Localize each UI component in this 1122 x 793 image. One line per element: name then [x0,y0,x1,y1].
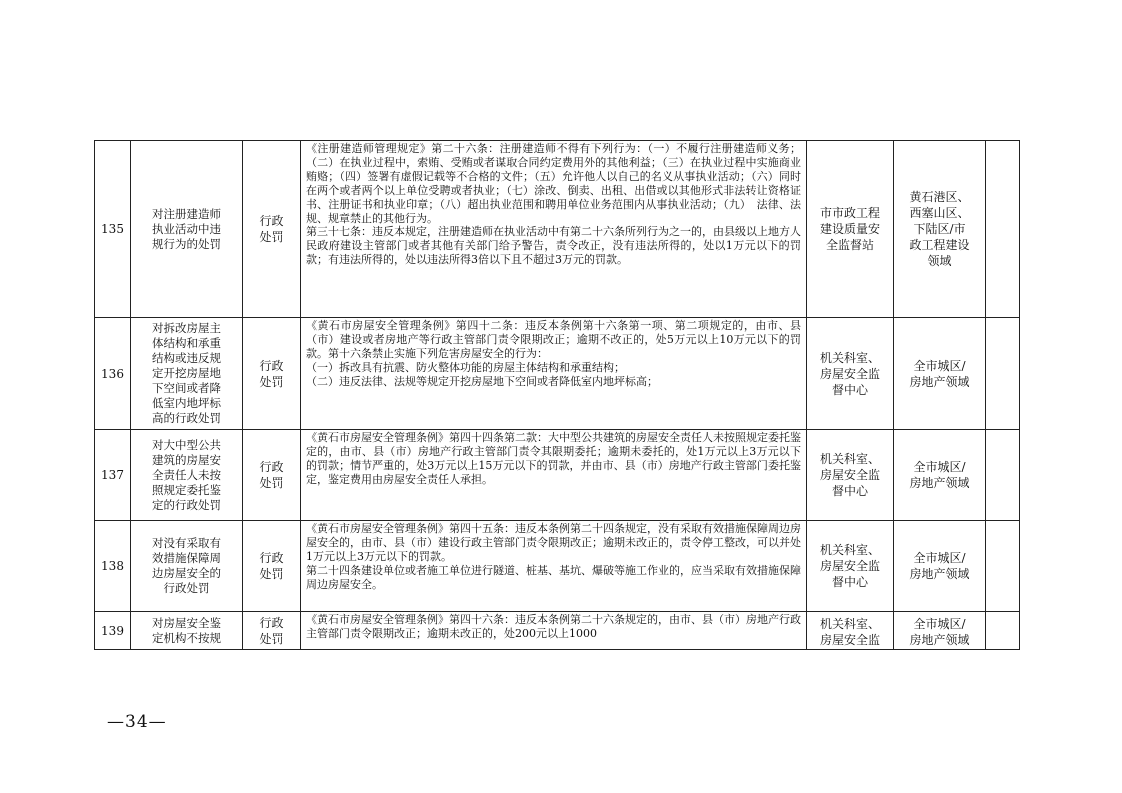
basis-paragraph: 《黄石市房屋安全管理条例》第四十四条第二款：大中型公共建筑的房屋安全责任人未按照规定委托鉴定的，由市、县（市）房地产行政主管部门责令其限期委托；逾期未委托的，处1万元以上3万元以下的罚款；情节严重的，处3万元以上15万元以下的罚款，并由市、县（市）房地产行政主管部门委托鉴定，鉴定费用由房屋安全责任人承担。 [306,431,801,486]
jurisdiction-area: 黄石港区、 西塞山区、 下陆区/市 政工程建设 领域 [894,141,986,318]
jurisdiction-area: 全市城区/ 房地产领域 [894,430,986,521]
item-type: 行政 处罚 [243,430,301,521]
legal-basis [301,141,807,318]
item-type: 行政 处罚 [243,141,301,318]
item-name: 对房屋安全鉴 定机构不按规 [131,612,243,650]
jurisdiction-area: 全市城区/ 房地产领域 [894,521,986,612]
item-name: 对注册建造师 执业活动中违 规行为的处罚 [131,141,243,318]
legal-basis [301,318,807,430]
jurisdiction-area: 全市城区/ 房地产领域 [894,612,986,650]
row-number: 136 [95,318,131,430]
item-type: 行政 处罚 [243,318,301,430]
legal-basis [301,521,807,612]
basis-paragraph: 《黄石市房屋安全管理条例》第四十五条：违反本条例第二十四条规定，没有采取有效措施保障周边房屋安全的，由市、县（市）建设行政主管部门责令限期改正；逾期未改正的，责令停工整改，可以并处1万元以上3万元以下的罚款。 [306,522,801,563]
basis-paragraph: （二）违反法律、法规等规定开挖房屋地下空间或者降低室内地坪标高； [306,374,658,388]
responsible-department: 机关科室、 房屋安全监 [807,612,894,650]
table-row [95,430,1020,521]
table-row [95,318,1020,430]
remarks-cell [986,318,1020,430]
remarks-cell [986,430,1020,521]
item-type: 行政 处罚 [243,521,301,612]
table-row [95,612,1020,650]
jurisdiction-area: 全市城区/ 房地产领域 [894,318,986,430]
row-number: 135 [95,141,131,318]
basis-paragraph: 第二十四条建设单位或者施工单位进行隧道、桩基、基坑、爆破等施工作业的，应当采取有效措施保障周边房屋安全。 [306,563,801,591]
item-name: 对大中型公共 建筑的房屋安 全责任人未按 照规定委托鉴 定的行政处罚 [131,430,243,521]
item-name: 对没有采取有 效措施保障周 边房屋安全的 行政处罚 [131,521,243,612]
responsible-department: 机关科室、 房屋安全监 督中心 [807,318,894,430]
responsible-department: 市市政工程 建设质量安 全监督站 [807,141,894,318]
legal-basis [301,430,807,521]
basis-paragraph: 《黄石市房屋安全管理条例》第四十二条：违反本条例第十六条第一项、第二项规定的，由市、县（市）建设或者房地产等行政主管部门责令限期改正；逾期不改正的，处5万元以上10万元以下的罚款。第十六条禁止实施下列危害房屋安全的行为： [306,319,801,360]
page-number: —34— [107,712,167,732]
basis-paragraph: 《注册建造师管理规定》第二十六条：注册建造师不得有下列行为：（一）不履行注册建造师义务；（二）在执业过程中，索贿、受贿或者谋取合同约定费用外的其他利益；（三）在执业过程中实施商业贿赂；（四）签署有虚假记载等不合格的文件；（五）允许他人以自己的名义从事执业活动；（六）同时在两个或者两个以上单位受聘或者执业；（七）涂改、倒卖、出租、出借或以其他形式非法转让资格证书、注册证书和执业印章；（八）超出执业范围和聘用单位业务范围内从事执业活动；（九） 法律、法规、规章禁止的其他行为。 [306,142,801,225]
row-number: 137 [95,430,131,521]
table-row [95,141,1020,318]
legal-basis [301,612,807,650]
table-row [95,521,1020,612]
row-number: 139 [95,612,131,650]
remarks-cell [986,521,1020,612]
basis-paragraph: 第三十七条：违反本规定，注册建造师在执业活动中有第二十六条所列行为之一的，由县级以上地方人民政府建设主管部门或者其他有关部门给予警告，责令改正，没有违法所得的，处以1万元以下的罚款；有违法所得的，处以违法所得3倍以下且不超过3万元的罚款。 [306,225,801,267]
responsible-department: 机关科室、 房屋安全监 督中心 [807,521,894,612]
responsible-department: 机关科室、 房屋安全监 督中心 [807,430,894,521]
remarks-cell [986,141,1020,318]
basis-paragraph: 《黄石市房屋安全管理条例》第四十六条：违反本条例第二十六条规定的，由市、县（市）房地产行政主管部门责令限期改正；逾期未改正的，处200元以上1000 [306,613,801,640]
item-type: 行政 处罚 [243,612,301,650]
remarks-cell [986,612,1020,650]
row-number: 138 [95,521,131,612]
item-name: 对拆改房屋主 体结构和承重 结构或违反规 定开挖房屋地 下空间或者降 低室内地坪标 高的行政处罚 [131,318,243,430]
penalty-table [94,140,1020,650]
basis-paragraph: （一）拆改具有抗震、防火整体功能的房屋主体结构和承重结构； [306,360,625,374]
